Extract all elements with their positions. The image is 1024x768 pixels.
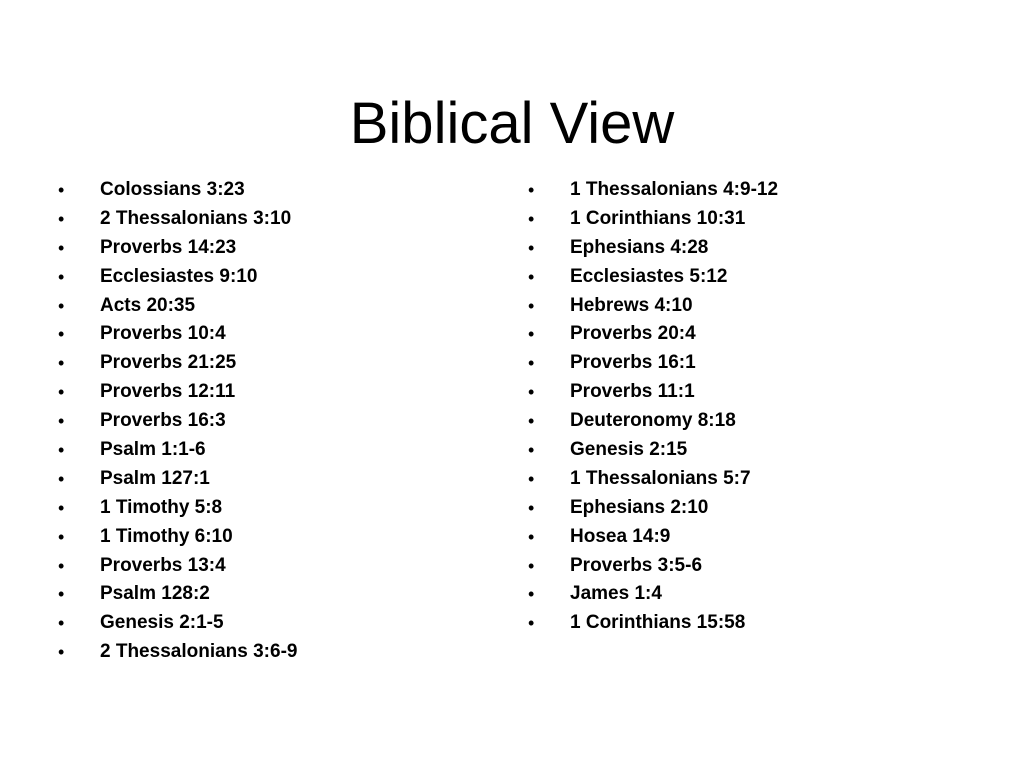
scripture-reference: Proverbs 12:11 <box>100 381 236 403</box>
list-item <box>528 349 968 378</box>
scripture-reference: 1 Thessalonians 5:7 <box>570 467 751 489</box>
scripture-reference: Proverbs 14:23 <box>100 236 237 258</box>
scripture-reference: Hosea 14:9 <box>570 525 671 547</box>
list-item <box>58 205 478 234</box>
scripture-reference: 1 Thessalonians 4:9-12 <box>570 179 779 200</box>
bullet-icon: • <box>58 237 65 258</box>
list-item <box>528 292 968 321</box>
list-item <box>528 378 968 407</box>
scripture-reference: Genesis 2:15 <box>570 439 688 461</box>
bullet-icon: • <box>58 584 65 605</box>
scripture-reference: 2 Thessalonians 3:6-9 <box>100 641 298 663</box>
scripture-reference: Ephesians 2:10 <box>570 496 709 518</box>
bullet-icon: • <box>528 584 535 605</box>
scripture-reference: Proverbs 3:5-6 <box>570 554 703 576</box>
bullet-icon: • <box>528 526 535 547</box>
list-item <box>528 580 968 609</box>
list-item <box>528 552 968 581</box>
list-item <box>58 523 478 552</box>
list-item <box>528 263 968 292</box>
right-reference-list <box>528 176 968 638</box>
scripture-reference: Psalm 1:1-6 <box>100 439 206 461</box>
bullet-icon: • <box>528 266 535 287</box>
bullet-icon: • <box>528 295 535 316</box>
list-item <box>528 465 968 494</box>
bullet-icon: • <box>58 266 65 287</box>
bullet-icon: • <box>528 180 535 200</box>
bullet-icon: • <box>528 411 535 432</box>
list-item <box>58 436 478 465</box>
list-item <box>58 494 478 523</box>
bullet-icon: • <box>528 440 535 461</box>
bullet-icon: • <box>528 613 535 634</box>
bullet-icon: • <box>58 468 65 489</box>
scripture-reference: Colossians 3:23 <box>100 179 245 200</box>
bullet-icon: • <box>58 411 65 432</box>
list-item <box>58 378 478 407</box>
scripture-reference: Proverbs 10:4 <box>100 323 226 345</box>
list-item <box>58 407 478 436</box>
left-reference-list <box>58 176 478 667</box>
scripture-reference: 1 Corinthians 10:31 <box>570 207 746 229</box>
list-item <box>58 580 478 609</box>
bullet-icon: • <box>58 642 65 663</box>
scripture-reference: Psalm 127:1 <box>100 467 210 489</box>
list-item <box>58 349 478 378</box>
bullet-icon: • <box>58 440 65 461</box>
list-item <box>528 523 968 552</box>
scripture-reference: Proverbs 11:1 <box>570 381 695 403</box>
bullet-icon: • <box>528 208 535 229</box>
list-item <box>528 320 968 349</box>
list-item <box>58 609 478 638</box>
bullet-icon: • <box>528 353 535 374</box>
bullet-icon: • <box>58 497 65 518</box>
scripture-reference: 1 Corinthians 15:58 <box>570 612 746 634</box>
list-item <box>528 176 968 205</box>
scripture-reference: 1 Timothy 6:10 <box>100 525 233 547</box>
bullet-icon: • <box>58 353 65 374</box>
bullet-icon: • <box>58 324 65 345</box>
list-item <box>528 407 968 436</box>
scripture-reference: Psalm 128:2 <box>100 583 210 605</box>
bullet-icon: • <box>58 208 65 229</box>
list-item <box>58 234 478 263</box>
bullet-icon: • <box>58 526 65 547</box>
scripture-reference: Ecclesiastes 5:12 <box>570 265 728 287</box>
list-item <box>528 436 968 465</box>
scripture-reference: Deuteronomy 8:18 <box>570 410 736 432</box>
list-item <box>528 494 968 523</box>
list-item <box>58 465 478 494</box>
bullet-icon: • <box>528 497 535 518</box>
scripture-reference: Ephesians 4:28 <box>570 236 709 258</box>
scripture-reference: Acts 20:35 <box>100 294 196 316</box>
slide-title: Biblical View <box>349 91 675 156</box>
scripture-reference: Proverbs 20:4 <box>570 323 696 345</box>
scripture-reference: Proverbs 16:3 <box>100 410 226 432</box>
bullet-icon: • <box>528 382 535 403</box>
scripture-reference: Proverbs 16:1 <box>570 352 696 374</box>
bullet-icon: • <box>58 180 65 200</box>
scripture-reference: Hebrews 4:10 <box>570 294 693 316</box>
list-item <box>528 609 968 638</box>
bullet-icon: • <box>58 295 65 316</box>
bullet-icon: • <box>58 613 65 634</box>
bullet-icon: • <box>58 382 65 403</box>
scripture-reference: James 1:4 <box>570 583 662 605</box>
scripture-reference: Ecclesiastes 9:10 <box>100 265 258 287</box>
scripture-reference: Proverbs 13:4 <box>100 554 226 576</box>
bullet-icon: • <box>58 555 65 576</box>
list-item <box>528 205 968 234</box>
bullet-icon: • <box>528 324 535 345</box>
list-item <box>58 176 478 205</box>
bullet-icon: • <box>528 468 535 489</box>
scripture-reference: 2 Thessalonians 3:10 <box>100 207 292 229</box>
bullet-icon: • <box>528 237 535 258</box>
list-item <box>58 263 478 292</box>
list-item <box>528 234 968 263</box>
scripture-reference: 1 Timothy 5:8 <box>100 496 223 518</box>
list-item <box>58 552 478 581</box>
list-item <box>58 320 478 349</box>
list-item <box>58 638 478 667</box>
bullet-icon: • <box>528 555 535 576</box>
scripture-reference: Proverbs 21:25 <box>100 352 237 374</box>
list-item <box>58 292 478 321</box>
scripture-reference: Genesis 2:1-5 <box>100 612 224 634</box>
